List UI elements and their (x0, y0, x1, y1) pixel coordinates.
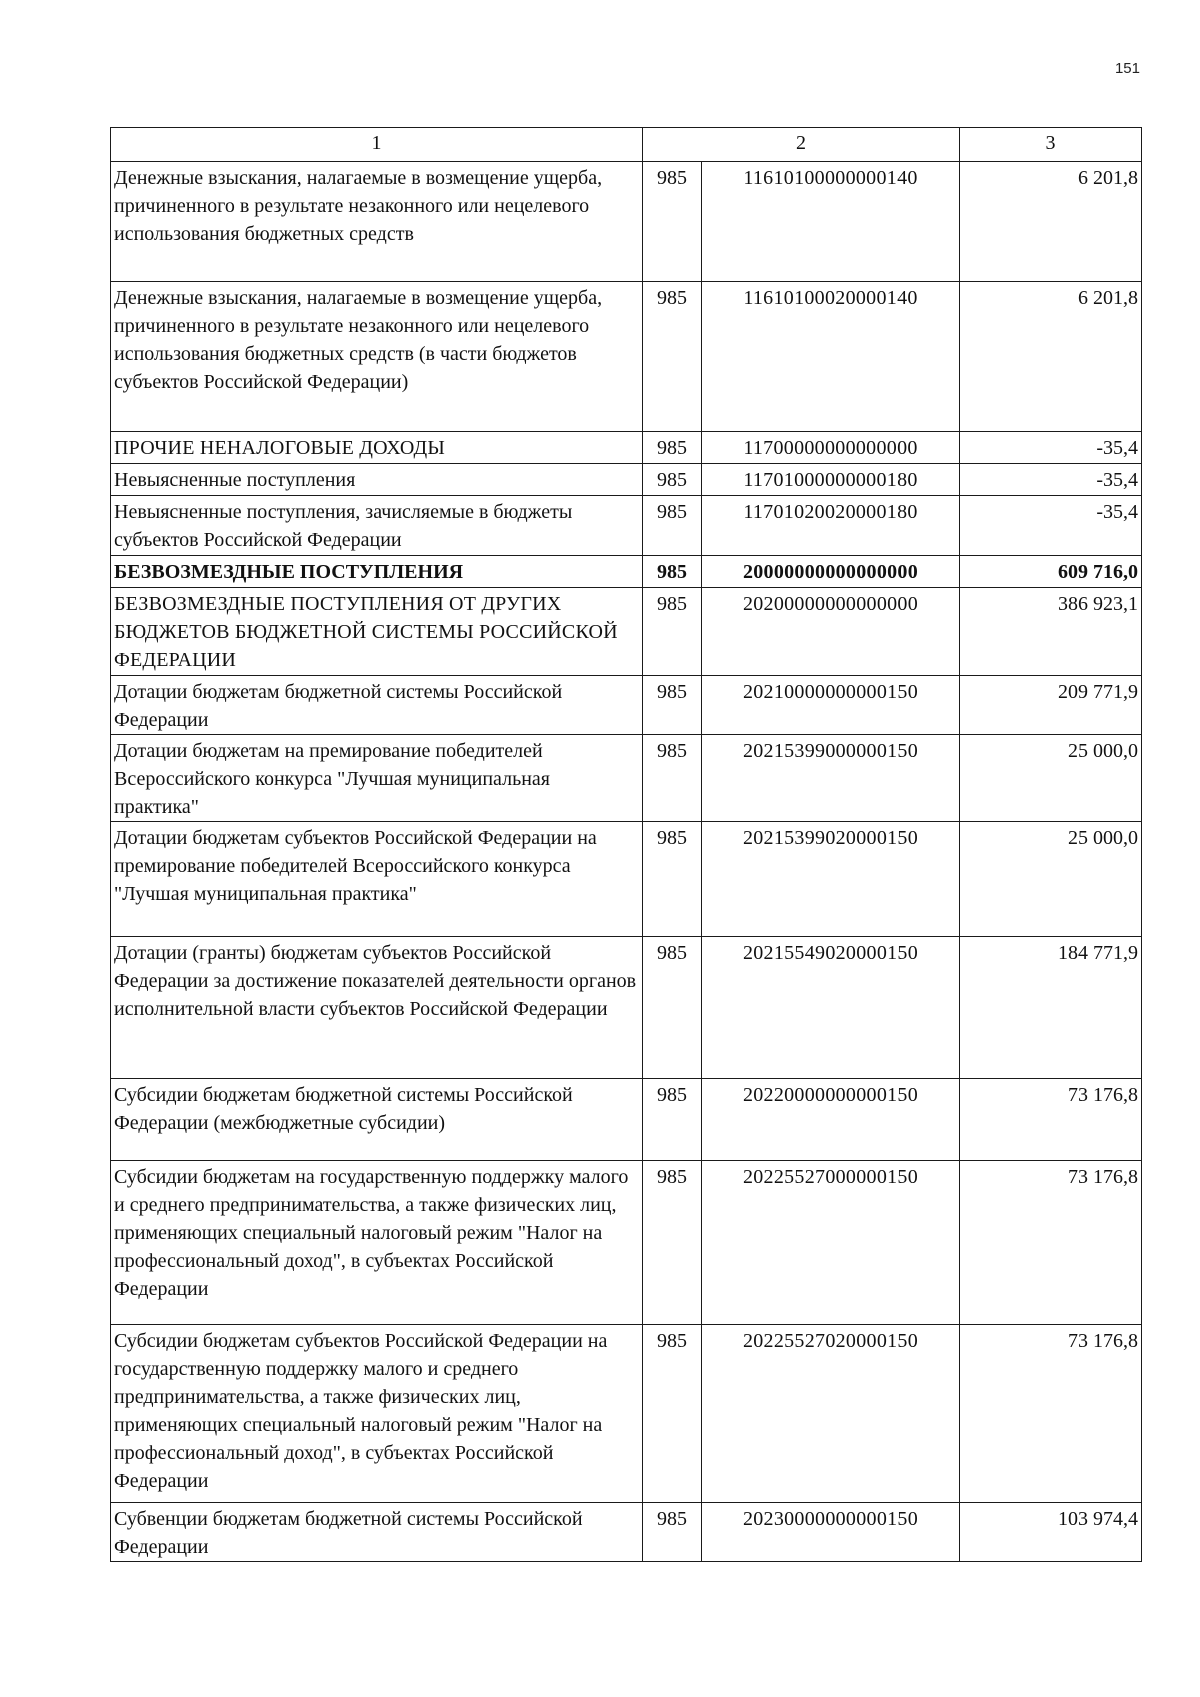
row-budget-code: 20210000000000150 (702, 676, 960, 735)
row-amount: 73 176,8 (960, 1325, 1142, 1503)
row-name: Дотации бюджетам бюджетной системы Российской Федерации (111, 676, 643, 735)
row-name: Дотации (гранты) бюджетам субъектов Российской Федерации за достижение показателей деятельности органов исполнительной власти субъектов Российской Федерации (111, 937, 643, 1079)
table-row (111, 1079, 1142, 1161)
header-col-1: 1 (111, 128, 643, 162)
row-budget-code: 11701020020000180 (702, 496, 960, 556)
row-name: ПРОЧИЕ НЕНАЛОГОВЫЕ ДОХОДЫ (111, 432, 643, 464)
table-row (111, 735, 1142, 822)
row-admin-code: 985 (643, 1325, 702, 1503)
table-row (111, 432, 1142, 464)
row-admin-code: 985 (643, 822, 702, 937)
row-name: Невыясненные поступления (111, 464, 643, 496)
row-budget-code: 20225527020000150 (702, 1325, 960, 1503)
revenue-table (110, 127, 1142, 1562)
row-budget-code: 20225527000000150 (702, 1161, 960, 1325)
row-admin-code: 985 (643, 1503, 702, 1562)
row-budget-code: 20000000000000000 (702, 556, 960, 588)
row-admin-code: 985 (643, 1161, 702, 1325)
header-col-3: 3 (960, 128, 1142, 162)
row-amount: 73 176,8 (960, 1161, 1142, 1325)
row-amount: 609 716,0 (960, 556, 1142, 588)
row-admin-code: 985 (643, 432, 702, 464)
row-name: Невыясненные поступления, зачисляемые в бюджеты субъектов Российской Федерации (111, 496, 643, 556)
row-budget-code: 20230000000000150 (702, 1503, 960, 1562)
row-budget-code: 20215399000000150 (702, 735, 960, 822)
row-amount: 209 771,9 (960, 676, 1142, 735)
row-amount: -35,4 (960, 496, 1142, 556)
table-header-row (111, 128, 1142, 162)
row-admin-code: 985 (643, 735, 702, 822)
row-amount: 25 000,0 (960, 822, 1142, 937)
table-row (111, 1325, 1142, 1503)
row-amount: 184 771,9 (960, 937, 1142, 1079)
table-row (111, 822, 1142, 937)
header-col-2: 2 (643, 128, 960, 162)
row-budget-code: 20200000000000000 (702, 588, 960, 676)
row-admin-code: 985 (643, 1079, 702, 1161)
row-name: Субвенции бюджетам бюджетной системы Российской Федерации (111, 1503, 643, 1562)
row-amount: 386 923,1 (960, 588, 1142, 676)
row-name: Субсидии бюджетам субъектов Российской Федерации на государственную поддержку малого и среднего предпринимательства, а также физических лиц, применяющих специальный налоговый режим "Налог на профессиональный доход", в субъектах Российской Федерации (111, 1325, 643, 1503)
table-row (111, 556, 1142, 588)
row-amount: -35,4 (960, 464, 1142, 496)
row-budget-code: 11610100020000140 (702, 282, 960, 432)
row-budget-code: 20215549020000150 (702, 937, 960, 1079)
row-admin-code: 985 (643, 937, 702, 1079)
table-row (111, 282, 1142, 432)
row-admin-code: 985 (643, 282, 702, 432)
row-amount: 103 974,4 (960, 1503, 1142, 1562)
row-budget-code: 11700000000000000 (702, 432, 960, 464)
row-admin-code: 985 (643, 464, 702, 496)
row-admin-code: 985 (643, 676, 702, 735)
page-number: 151 (1114, 60, 1140, 77)
row-budget-code: 11701000000000180 (702, 464, 960, 496)
row-name: Денежные взыскания, налагаемые в возмещение ущерба, причиненного в результате незаконного или нецелевого использования бюджетных средств (в части бюджетов субъектов Российской Федерации) (111, 282, 643, 432)
row-amount: 73 176,8 (960, 1079, 1142, 1161)
table-row (111, 162, 1142, 282)
row-admin-code: 985 (643, 588, 702, 676)
row-budget-code: 11610100000000140 (702, 162, 960, 282)
row-name: Дотации бюджетам на премирование победителей Всероссийского конкурса "Лучшая муниципальная практика" (111, 735, 643, 822)
row-amount: 25 000,0 (960, 735, 1142, 822)
row-amount: -35,4 (960, 432, 1142, 464)
row-name: Денежные взыскания, налагаемые в возмещение ущерба, причиненного в результате незаконного или нецелевого использования бюджетных средств (111, 162, 643, 282)
row-name: БЕЗВОЗМЕЗДНЫЕ ПОСТУПЛЕНИЯ (111, 556, 643, 588)
row-name: Субсидии бюджетам на государственную поддержку малого и среднего предпринимательства, а также физических лиц, применяющих специальный налоговый режим "Налог на профессиональный доход", в субъектах Российской Федерации (111, 1161, 643, 1325)
row-amount: 6 201,8 (960, 162, 1142, 282)
table-row (111, 676, 1142, 735)
row-name: Субсидии бюджетам бюджетной системы Российской Федерации (межбюджетные субсидии) (111, 1079, 643, 1161)
table-row (111, 1503, 1142, 1562)
row-name: БЕЗВОЗМЕЗДНЫЕ ПОСТУПЛЕНИЯ ОТ ДРУГИХ БЮДЖЕТОВ БЮДЖЕТНОЙ СИСТЕМЫ РОССИЙСКОЙ ФЕДЕРАЦИИ (111, 588, 643, 676)
table-row (111, 937, 1142, 1079)
row-admin-code: 985 (643, 162, 702, 282)
table-row (111, 464, 1142, 496)
row-budget-code: 20220000000000150 (702, 1079, 960, 1161)
row-admin-code: 985 (643, 556, 702, 588)
row-budget-code: 20215399020000150 (702, 822, 960, 937)
table-row (111, 496, 1142, 556)
row-admin-code: 985 (643, 496, 702, 556)
table-row (111, 588, 1142, 676)
row-name: Дотации бюджетам субъектов Российской Федерации на премирование победителей Всероссийского конкурса "Лучшая муниципальная практика" (111, 822, 643, 937)
table-row (111, 1161, 1142, 1325)
row-amount: 6 201,8 (960, 282, 1142, 432)
